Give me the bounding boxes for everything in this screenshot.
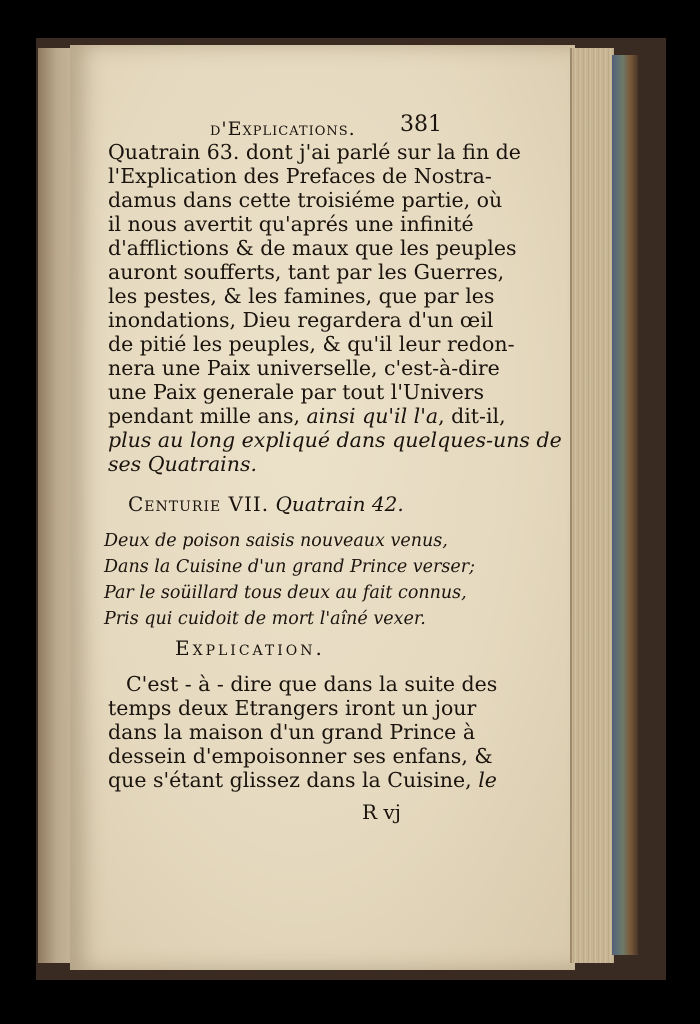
verse-line: Dans la Cuisine d'un grand Prince verser; <box>104 557 475 577</box>
running-head: d'Explications. <box>210 118 356 140</box>
italic-segment: ainsi qu'il l'a <box>306 404 439 428</box>
quatrain-label: Quatrain 42. <box>275 492 404 516</box>
text-line: les pestes, & les famines, que par les <box>108 284 495 308</box>
text-line: dans la maison d'un grand Prince à <box>108 720 476 744</box>
text-line: temps deux Etrangers iront un jour <box>108 696 477 720</box>
paragraph-2 <box>108 672 498 792</box>
text-line: auront soufferts, tant par les Guerres, <box>108 260 505 284</box>
centurie-heading <box>128 492 404 516</box>
page-edges <box>570 48 614 963</box>
text-line: de pitié les peuples, & qu'il leur redon- <box>108 332 515 356</box>
text-line: une Paix generale par tout l'Univers <box>108 380 485 404</box>
text-line: damus dans cette troisiéme partie, où <box>108 188 503 212</box>
text-segment: pendant mille ans, <box>108 404 307 428</box>
verse-line: Pris qui cuidoit de mort l'aîné vexer. <box>104 609 426 629</box>
page-number: 381 <box>400 112 442 137</box>
signature-mark: R vj <box>362 800 401 824</box>
cover-edge <box>612 55 638 955</box>
text-line-mixed <box>108 404 506 428</box>
catchword: le <box>478 768 497 792</box>
text-segment: , dit-il, <box>438 404 506 428</box>
text-segment: que s'étant glissez dans la Cuisine, <box>108 768 472 792</box>
quatrain-verses <box>104 528 475 632</box>
paragraph-1 <box>108 140 562 476</box>
text-line: dessein d'empoisonner ses enfans, & <box>108 744 493 768</box>
text-line: Quatrain 63. dont j'ai parlé sur la fin de <box>108 140 521 164</box>
verse-line: Par le soüillard tous deux au fait connus, <box>104 583 467 603</box>
centurie-label: Centurie VII. <box>128 492 270 516</box>
text-line: il nous avertit qu'aprés une infinité <box>108 212 474 236</box>
verse-line: Deux de poison saisis nouveaux venus, <box>104 531 448 551</box>
text-line: C'est - à - dire que dans la suite des <box>126 672 498 696</box>
text-line: inondations, Dieu regardera d'un œil <box>108 308 494 332</box>
italic-line: plus au long expliqué dans quelques-uns de <box>108 428 562 452</box>
text-line: nera une Paix universelle, c'est-à-dire <box>108 356 500 380</box>
explication-heading: Explication. <box>175 636 325 660</box>
text-line-mixed <box>108 768 497 792</box>
text-line: l'Explication des Prefaces de Nostra- <box>108 164 492 188</box>
italic-line: ses Quatrains. <box>108 452 257 476</box>
text-line: d'afflictions & de maux que les peuples <box>108 236 517 260</box>
